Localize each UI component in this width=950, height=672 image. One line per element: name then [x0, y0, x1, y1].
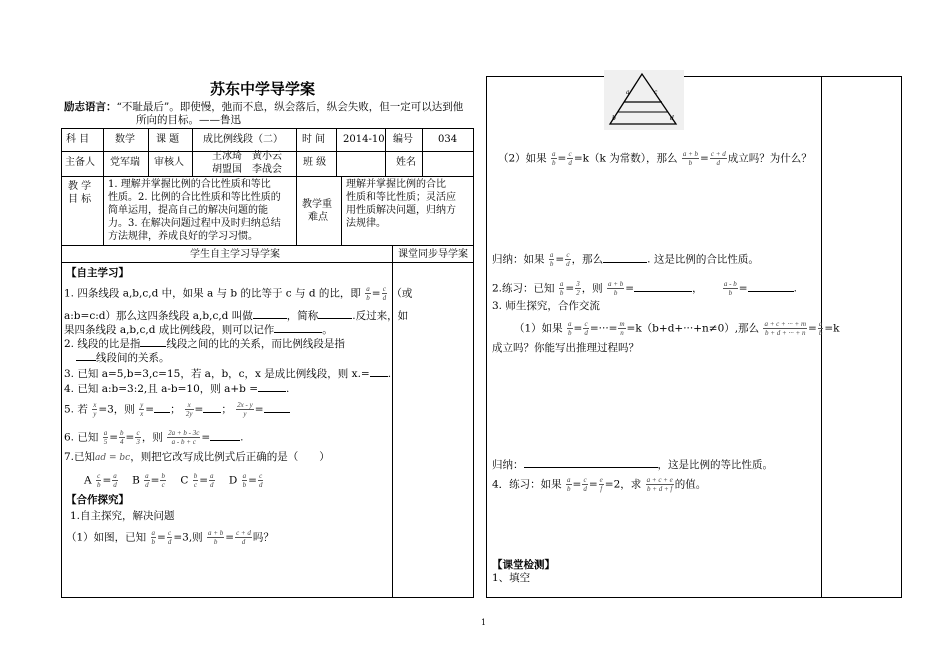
fraction: $\frac{a}{d}$ [145, 472, 149, 489]
reviewer-label: 审核人 [154, 157, 184, 168]
q5-text: ； [221, 403, 232, 416]
figure-label-d: d [670, 115, 674, 122]
keypoint-line-1: 理解并掌握比例的合比 [346, 179, 446, 190]
goals-label-1: 教 学 [68, 181, 92, 192]
blank[interactable] [524, 457, 658, 468]
fraction: $\frac{y}{x}$ [140, 401, 144, 418]
figure-label-a: a [626, 89, 630, 96]
q6-text: ，则 [141, 431, 163, 444]
q2-text: 线段间的关系。 [96, 352, 170, 364]
fraction: $\frac{c}{d}$ [568, 150, 572, 167]
fraction: $\frac{a + b}{b}$ [682, 150, 699, 167]
right-text: ，则 [581, 282, 603, 295]
fraction: $\frac{b}{c}$ [161, 472, 165, 489]
q2-text: 线段之间的比的关系，而比例线段是指 [166, 338, 345, 350]
fraction: $\frac{a}{d}$ [210, 472, 214, 489]
time-label: 时 间 [302, 134, 326, 145]
option-d[interactable]: D [228, 474, 238, 487]
section-left-header: 学生自主学习导学案 [190, 249, 280, 260]
subject-label: 科 目 [66, 134, 90, 145]
blank[interactable] [203, 402, 221, 413]
figure-label-b: b [612, 115, 616, 122]
q5-text: =3，则 [98, 403, 135, 416]
keypoint-line-3: 用性质解决问题，归纳方 [346, 205, 456, 216]
q6-text: 6. 已知 [64, 431, 99, 444]
right-text: 4．练习：如果 [492, 478, 562, 491]
keypoints-label-1: 教学重 [302, 199, 332, 210]
fraction: $\frac{a}{b}$ [568, 320, 572, 337]
keypoint-line-4: 法规律。 [346, 218, 386, 229]
right-q2: （2）如果 $\frac{a}{b}$ = $\frac{c}{d}$ =k（k 为常数），那么 $\frac{a + b}{b}$ = $\frac{c + d}{d}$ 成立吗？为什么？ [498, 150, 812, 167]
fraction: $\frac{a}{b}$ [151, 529, 156, 546]
fraction: $\frac{a}{b}$ [559, 280, 564, 297]
figure-label-c: c [654, 89, 658, 96]
q3-text: 3. 已知 a=5,b=3,c=15，若 a，b，c，x 是成比例线段，则 x.= [64, 368, 370, 380]
reviewer-line1: 王冰琦 黄小云 [212, 151, 282, 162]
q1-line1: 1. 四条线段 a,b,c,d 中，如果 a 与 b 的比等于 c 与 d 的比，即 $\frac{a}{b}$ = $\frac{c}{d}$ （或 [64, 285, 413, 302]
topic-label: 课 题 [156, 134, 180, 145]
motto-label: 励志语言： [64, 101, 117, 113]
fraction: $\frac{a - b}{b}$ [723, 280, 737, 297]
right-practice4: 4．练习：如果 $\frac{a}{b}$ = $\frac{c}{d}$ = $\frac{e}{f}$ =2，求 $\frac{a + c + e}{b + d + f}$ 的值。 [492, 476, 707, 493]
q5-text: = [254, 403, 264, 416]
page-number: 1 [481, 618, 487, 627]
goals-label-2: 目 标 [68, 194, 92, 205]
time-value: 2014-10 [343, 134, 385, 145]
blank[interactable] [140, 336, 166, 347]
q7-options: A $\frac{c}{b}$ = $\frac{a}{d}$ B $\frac{a}{d}$ = $\frac{b}{c}$ C $\frac{b}{c}$ = $\frac{a}{d}$ D $\frac{a}{b}$ = $\frac{c}{d}$ [84, 472, 263, 489]
q7-text: ，则把它改写成比例式后正确的是（ ） [130, 451, 330, 463]
fraction: $\frac{c + d}{d}$ [236, 529, 251, 546]
right-text: =k（k 为常数），那么 [573, 152, 678, 165]
fraction: $\frac{a}{b}$ [242, 472, 247, 489]
option-a[interactable]: A [84, 474, 92, 487]
fraction: $\frac{a}{b}$ [552, 150, 556, 167]
number-label: 编号 [393, 134, 413, 145]
right-text: 的值。 [674, 478, 707, 491]
q1-text: 1. 四条线段 a,b,c,d 中，如果 a 与 b 的比等于 c 与 d 的比，即 [64, 287, 361, 300]
fraction: $\frac{c}{d}$ [566, 251, 570, 268]
fraction: $\frac{c}{d}$ [167, 529, 172, 546]
option-b[interactable]: B [132, 474, 140, 487]
fraction: $\frac{a}{b}$ [567, 476, 571, 493]
right-text: ， [692, 282, 703, 295]
q1-text: 果四条线段 a,b,c,d 成比例线段，则可以记作 [64, 324, 275, 336]
right-text: ，那么 [571, 253, 604, 266]
fraction: $\frac{a}{d}$ [113, 472, 117, 489]
preparer-label: 主备人 [65, 157, 95, 168]
blank[interactable] [253, 308, 287, 319]
motto-line1: “不耻最后”。即使慢，弛而不息，纵会落后，纵会失败，但一定可以达到他 [116, 101, 464, 113]
q1-text: 。 [322, 324, 333, 336]
right-text: （1）如果 [514, 322, 563, 335]
fraction: $\frac{m}{n}$ [619, 320, 625, 337]
fraction: $\frac{2a + b - 3c}{a - b + c}$ [168, 429, 200, 446]
right-q-equal: （1）如果 $\frac{a}{b}$ = $\frac{c}{d}$ =···= $\frac{m}{n}$ =k（b+d+···+n≠0）,那么 $\frac{a + c + \cdot\cdot\cdot + m}{b + d + \cdot\cdot\cdot + n}$ = $\frac{a}{b}$ =k [514, 320, 840, 337]
q1-text: a:b=c:d）那么这四条线段 a,b,c,d 叫做 [64, 310, 253, 322]
fraction: $\frac{a + c + e}{b + d + f}$ [646, 476, 673, 493]
fraction: $\frac{a + b}{b}$ [208, 529, 224, 546]
goal-line-2: 性质。2. 比例的合比性质和等比性质的 [108, 192, 281, 203]
option-c[interactable]: C [180, 474, 189, 487]
keypoints-label-2: 难点 [308, 212, 328, 223]
right-text: （2）如果 [498, 152, 547, 165]
fraction: $\frac{c}{d}$ [382, 285, 387, 302]
q5-text: 5. 若 [64, 403, 88, 416]
q4: 4. 已知 a:b=3:2,且 a-b=10，则 a+b = . [64, 383, 290, 395]
q1-text: （或 [391, 287, 413, 300]
fraction: $\frac{c}{d}$ [584, 320, 588, 337]
motto-line2: 所向的目标。——鲁迅 [136, 114, 241, 126]
right-text: =2，求 [604, 478, 642, 491]
blank[interactable] [264, 402, 290, 413]
self-study-title: 【自主学习】 [66, 267, 129, 279]
number-value: 034 [438, 134, 458, 145]
right-text: 2.练习：已知 [492, 282, 555, 295]
blank[interactable] [748, 281, 794, 292]
section-right-header: 课堂同步导学案 [398, 249, 468, 260]
reviewer-line2: 胡盟国 李战会 [212, 164, 282, 175]
fraction: $\frac{2x - y}{y}$ [237, 401, 253, 418]
page-title: 苏东中学导学案 [210, 80, 316, 98]
q5-text: ； [170, 403, 181, 416]
fraction: $\frac{c}{d}$ [583, 476, 587, 493]
coop-text: （1）如图，已知 [66, 531, 147, 544]
fraction: $\frac{a + c + \cdot\cdot\cdot + m}{b + d + \cdot\cdot\cdot + n}$ [764, 320, 807, 337]
q6: 6. 已知 $\frac{a}{5}$ = $\frac{b}{4}$ = $\frac{c}{3}$ ，则 $\frac{2a + b - 3c}{a - b + c}$ = . [64, 429, 244, 446]
fraction: $\frac{3}{2}$ [576, 280, 580, 297]
coop-text: =3,则 [173, 531, 203, 544]
coop-item1: 1.自主探究，解决问题 [70, 510, 175, 522]
coop-text: 吗？ [252, 531, 274, 544]
class-label: 班 级 [303, 157, 327, 168]
fraction: $\frac{c}{d}$ [258, 472, 263, 489]
coop-item2: （1）如图，已知 $\frac{a}{b}$ = $\frac{c}{d}$ =3,则 $\frac{a + b}{b}$ = $\frac{c + d}{d}$ 吗？ [66, 529, 274, 546]
fraction: $\frac{a}{b}$ [366, 285, 370, 302]
blank[interactable] [603, 252, 647, 263]
topic-value: 成比例线段（二） [203, 134, 283, 145]
right-text: 成立吗？为什么？ [727, 152, 812, 165]
q5: 5. 若 $\frac{x}{y}$ =3，则 $\frac{y}{x}$ = ； $\frac{x}{2y}$ = ； $\frac{2x - y}{y}$ = [64, 401, 290, 418]
subject-value: 数学 [115, 134, 135, 145]
right-text: ，这是比例的等比性质。 [657, 459, 773, 471]
blank[interactable] [258, 381, 286, 392]
right-practice2: 2.练习：已知 $\frac{a}{b}$ = $\frac{3}{2}$ ，则 $\frac{a + b}{b}$ = ， $\frac{a - b}{b}$ = . [492, 280, 797, 297]
fraction: $\frac{x}{y}$ [93, 401, 97, 418]
right-summary2 [492, 457, 773, 472]
q7-text: 7.已知 [64, 451, 96, 463]
triangle-figure [604, 70, 684, 130]
q1-text: .反过来，如 [352, 310, 409, 322]
goal-line-4: 力。3. 在解决问题过程中及时归纳总结 [108, 218, 281, 229]
goal-line-3: 简单运用，提高自己的解决问题的能 [108, 205, 268, 216]
fraction: $\frac{b}{4}$ [120, 429, 124, 446]
right-text: 归纳：如果 [492, 253, 545, 266]
q2-line1 [64, 336, 345, 351]
goal-line-5: 方法规律，养成良好的学习习惯。 [108, 231, 258, 242]
blank[interactable] [274, 322, 322, 333]
right-text: =k（b+d+···+n≠0）,那么 [626, 322, 760, 335]
preparer-value: 党军瑞 [110, 157, 140, 168]
q4-text: 4. 已知 a:b=3:2,且 a-b=10，则 a+b = [64, 383, 259, 395]
fraction: $\frac{a + b}{b}$ [608, 280, 624, 297]
right-summary1: 归纳：如果 $\frac{a}{b}$ = $\frac{c}{d}$ ，那么 . 这是比例的合比性质。 [492, 251, 759, 268]
fraction: $\frac{c + d}{d}$ [710, 150, 726, 167]
fraction: $\frac{c}{b}$ [96, 472, 101, 489]
name-label: 姓名 [396, 157, 416, 168]
q7 [64, 451, 330, 465]
q1-text: ，简称 [286, 310, 319, 322]
q1-line3 [64, 322, 333, 337]
class-test-item1: 1、填空 [492, 572, 531, 584]
fraction: $\frac{a}{b}$ [818, 320, 823, 337]
blank[interactable] [370, 366, 388, 377]
fraction: $\frac{c}{3}$ [136, 429, 140, 446]
fraction: $\frac{a}{5}$ [103, 429, 108, 446]
q3: 3. 已知 a=5,b=3,c=15，若 a，b，c，x 是成比例线段，则 x.= . [64, 368, 392, 380]
blank[interactable] [634, 281, 692, 292]
q1-line2 [64, 308, 408, 323]
motto [64, 101, 463, 114]
q2-text: 2. 线段的比是指 [64, 338, 141, 350]
blank[interactable] [318, 308, 352, 319]
fraction: $\frac{e}{f}$ [599, 476, 603, 493]
right-text: . 这是比例的合比性质。 [647, 253, 759, 266]
cooperative-title: 【合作探究】 [66, 494, 129, 506]
q7-formula: ad = bc [95, 453, 131, 463]
right-q-equal-2: 成立吗？你能写出推理过程吗？ [492, 342, 639, 354]
keypoint-line-2: 性质和等比性质；灵活应 [346, 192, 456, 203]
blank[interactable] [154, 402, 170, 413]
right-text: 归纳： [492, 459, 524, 471]
blank[interactable] [210, 430, 240, 441]
right-explore3: 3. 师生探究，合作交流 [492, 300, 600, 312]
fraction: $\frac{b}{c}$ [193, 472, 198, 489]
fraction: $\frac{x}{2y}$ [185, 401, 193, 418]
fraction: $\frac{a}{b}$ [549, 251, 554, 268]
class-test-title: 【课堂检测】 [492, 559, 555, 571]
q2-line2 [76, 350, 170, 365]
goal-line-1: 1. 理解并掌握比例的合比性质和等比 [108, 179, 271, 190]
right-text: =k [824, 322, 840, 335]
blank[interactable] [76, 350, 96, 361]
